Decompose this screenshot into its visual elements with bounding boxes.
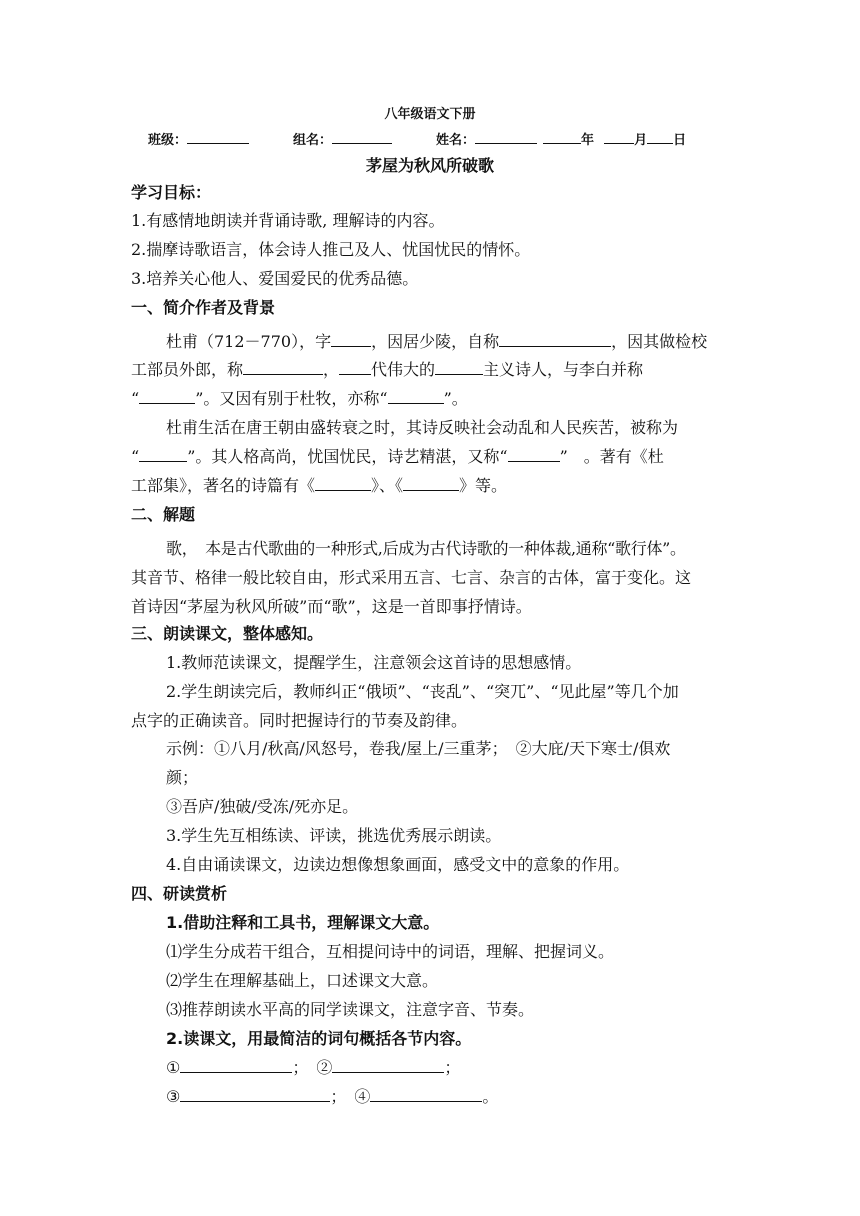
month-label: 月 — [634, 133, 648, 148]
s1-text: ，因其做检校 — [611, 332, 708, 351]
year-label: 年 — [581, 133, 595, 148]
dynasty-blank[interactable] — [339, 360, 371, 375]
s1-text: ” 。著有《杜 — [559, 447, 664, 466]
goal-item-1: 1.有感情地朗读并背诵诗歌, 理解诗的内容。 — [131, 211, 445, 230]
section-1-heading: 一、简介作者及背景 — [131, 298, 276, 317]
s4-item-2: ⑵学生在理解基础上，口述课文大意。 — [166, 971, 439, 990]
s1-text: ”。又因有别于杜牧，亦称“ — [195, 389, 388, 408]
s4-item-3: ⑶推荐朗读水平高的同学读课文，注意字音、节奏。 — [166, 1000, 535, 1019]
summary-blank-1[interactable] — [180, 1058, 292, 1073]
year-blank[interactable] — [543, 129, 581, 144]
s1-text: 杜甫（712－770），字 — [166, 332, 332, 351]
summary-row-1 — [166, 1057, 766, 1079]
name-label: 姓名： — [436, 133, 476, 148]
summary-marker: ③ — [166, 1087, 181, 1106]
s1-text: ”。其人格高尚，忧国忧民，诗艺精湛，又称“ — [187, 447, 508, 466]
s1-text: 主义诗人，与李白并称 — [483, 360, 644, 379]
s1-line-2 — [131, 359, 731, 381]
summary-blank-2[interactable] — [332, 1058, 444, 1073]
s1-line-5 — [131, 446, 731, 468]
s1-line-3 — [131, 388, 731, 410]
s1-line-4: 杜甫生活在唐王朝由盛转衰之时，其诗反映社会动乱和人民疾苦，被称为 — [166, 418, 679, 437]
s1-text: 工部集》，著名的诗篇有《 — [131, 476, 316, 495]
day-label: 日 — [673, 133, 687, 148]
goals-heading: 学习目标： — [131, 183, 212, 202]
s4-subheading-2: 2.读课文，用最简洁的词句概括各节内容。 — [166, 1029, 472, 1048]
zi-blank[interactable] — [331, 332, 371, 347]
goal-item-3: 3.培养关心他人、爱国爱民的优秀品德。 — [131, 269, 419, 288]
poetry-history-blank[interactable] — [139, 447, 187, 462]
class-blank[interactable] — [187, 129, 249, 144]
s1-line-6 — [131, 475, 731, 497]
s3-line-5: 颜； — [166, 768, 199, 787]
s1-text: “ — [131, 389, 140, 408]
s3-line-4: 示例：①八月/秋高/风怒号，卷我/屋上/三重茅； ②大庇/天下寒士/俱欢 — [166, 739, 671, 758]
s3-line-6: ③吾庐/独破/受冻/死亦足。 — [166, 797, 359, 816]
s1-text: ”。 — [443, 389, 468, 408]
group-blank[interactable] — [332, 129, 392, 144]
group-label: 组名： — [293, 133, 333, 148]
s1-text: 》等。 — [459, 476, 508, 495]
s3-line-3: 点字的正确读音。同时把握诗行的节奏及韵律。 — [131, 711, 468, 730]
self-title-blank[interactable] — [499, 332, 611, 347]
s4-item-1: ⑴学生分成若干组合，互相提问诗中的词语，理解、把握词义。 — [166, 942, 615, 961]
summary-marker: ① — [166, 1058, 181, 1077]
s3-line-7: 3.学生先互相练读、评读，挑选优秀展示朗读。 — [166, 826, 502, 845]
s2-line-3: 首诗因“茅屋为秋风所破”而“歌”，这是一首即事抒情诗。 — [131, 597, 532, 616]
section-4-heading: 四、研读赏析 — [131, 884, 228, 903]
summary-marker: 。 — [482, 1087, 499, 1106]
s1-text: “ — [131, 447, 140, 466]
li-du-blank[interactable] — [139, 389, 195, 404]
s1-text: ， — [323, 360, 340, 379]
lao-du-blank[interactable] — [388, 389, 444, 404]
class-label: 班级： — [148, 133, 188, 148]
header-info-row — [148, 129, 748, 152]
poem-2-blank[interactable] — [403, 476, 459, 491]
book-title: 八年级语文下册 — [384, 107, 476, 122]
s1-line-1 — [166, 331, 766, 353]
summary-blank-4[interactable] — [370, 1087, 482, 1102]
s1-text: 代伟大的 — [371, 360, 436, 379]
poem-1-blank[interactable] — [315, 476, 371, 491]
summary-row-2 — [166, 1086, 766, 1108]
section-3-heading: 三、朗读课文，整体感知。 — [131, 624, 324, 643]
summary-marker: ； ② — [292, 1058, 333, 1077]
summary-blank-3[interactable] — [180, 1087, 330, 1102]
s4-subheading-1: 1.借助注释和工具书，理解课文大意。 — [166, 913, 440, 932]
s3-line-2: 2.学生朗读完后，教师纠正“俄顷”、“丧乱”、“突兀”、“见此屋”等几个加 — [166, 682, 679, 701]
ism-blank[interactable] — [435, 360, 483, 375]
page-title: 茅屋为秋风所破歌 — [365, 156, 494, 175]
goal-item-2: 2.揣摩诗歌语言，体会诗人推己及人、忧国忧民的情怀。 — [131, 240, 531, 259]
title-blank[interactable] — [243, 360, 323, 375]
poetry-sage-blank[interactable] — [508, 447, 560, 462]
summary-marker: ； — [444, 1058, 461, 1077]
s2-line-1: 歌， 本是古代歌曲的一种形式,后成为古代诗歌的一种体裁,通称“歌行体”。 — [166, 539, 686, 558]
summary-marker: ； ④ — [330, 1087, 371, 1106]
s3-line-8: 4.自由诵读课文，边读边想像想象画面，感受文中的意象的作用。 — [166, 855, 630, 874]
month-blank[interactable] — [604, 129, 634, 144]
name-blank[interactable] — [475, 129, 537, 144]
s3-line-1: 1.教师范读课文，提醒学生，注意领会这首诗的思想感情。 — [166, 653, 582, 672]
s2-line-2: 其音节、格律一般比较自由，形式采用五言、七言、杂言的古体，富于变化。这 — [131, 568, 692, 587]
s1-text: 工部员外郎，称 — [131, 360, 244, 379]
s1-text: 》、《 — [371, 476, 404, 495]
day-blank[interactable] — [647, 129, 673, 144]
section-2-heading: 二、解题 — [131, 505, 196, 524]
s1-text: ，因居少陵，自称 — [371, 332, 500, 351]
